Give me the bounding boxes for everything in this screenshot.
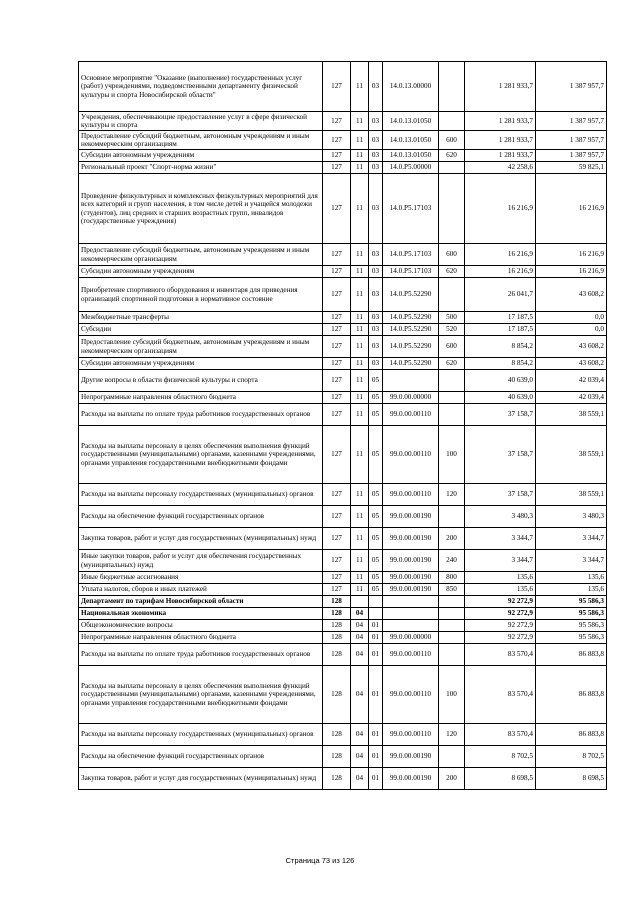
target-article-code: 14.0.P5.52290 bbox=[383, 278, 439, 312]
section-code: 11 bbox=[351, 370, 369, 392]
row-name: Региональный проект "Спорт-норма жизни" bbox=[79, 162, 323, 174]
expense-type-code: 500 bbox=[439, 312, 465, 324]
row-name: Непрограммные направления областного бюджета bbox=[79, 392, 323, 404]
ministry-code: 127 bbox=[323, 484, 351, 506]
target-article-code bbox=[383, 596, 439, 608]
section-code: 11 bbox=[351, 426, 369, 484]
ministry-code: 127 bbox=[323, 266, 351, 278]
expense-type-code: 600 bbox=[439, 131, 465, 150]
amount-year-2: 95 586,3 bbox=[536, 608, 607, 620]
expense-type-code bbox=[439, 506, 465, 528]
target-article-code bbox=[383, 370, 439, 392]
ministry-code: 127 bbox=[323, 324, 351, 336]
ministry-code: 127 bbox=[323, 312, 351, 324]
subsection-code: 03 bbox=[369, 112, 383, 131]
table-row bbox=[79, 484, 607, 506]
subsection-code: 03 bbox=[369, 131, 383, 150]
table-row bbox=[79, 131, 607, 150]
table-row bbox=[79, 426, 607, 484]
table-row bbox=[79, 644, 607, 666]
section-code: 04 bbox=[351, 724, 369, 746]
ministry-code: 127 bbox=[323, 506, 351, 528]
section-code: 04 bbox=[351, 746, 369, 768]
row-name: Субсидии bbox=[79, 324, 323, 336]
ministry-code: 127 bbox=[323, 62, 351, 112]
amount-year-1: 8 698,5 bbox=[465, 768, 536, 790]
target-article-code: 99.0.00.00190 bbox=[383, 506, 439, 528]
target-article-code bbox=[383, 608, 439, 620]
section-code: 11 bbox=[351, 278, 369, 312]
expense-type-code: 600 bbox=[439, 244, 465, 266]
table-row bbox=[79, 620, 607, 632]
row-name: Общеэкономические вопросы bbox=[79, 620, 323, 632]
amount-year-2: 8 698,5 bbox=[536, 768, 607, 790]
table-row bbox=[79, 174, 607, 244]
amount-year-1: 8 854,2 bbox=[465, 358, 536, 370]
section-code: 11 bbox=[351, 484, 369, 506]
amount-year-2: 86 883,8 bbox=[536, 724, 607, 746]
table-row bbox=[79, 724, 607, 746]
row-name: Приобретение спортивного оборудования и инвентаря для приведения организаций спортивной подготовки в нормативное состояние bbox=[79, 278, 323, 312]
ministry-code: 128 bbox=[323, 632, 351, 644]
target-article-code: 99.0.00.00190 bbox=[383, 768, 439, 790]
amount-year-2: 86 883,8 bbox=[536, 666, 607, 724]
row-name: Департамент по тарифам Новосибирской области bbox=[79, 596, 323, 608]
ministry-code: 127 bbox=[323, 162, 351, 174]
subsection-code: 05 bbox=[369, 484, 383, 506]
expense-type-code bbox=[439, 632, 465, 644]
amount-year-1: 16 216,9 bbox=[465, 244, 536, 266]
row-name: Расходы на выплаты персоналу государственных (муниципальных) органов bbox=[79, 724, 323, 746]
amount-year-2: 43 608,2 bbox=[536, 358, 607, 370]
row-name: Расходы на выплаты персоналу в целях обеспечения выполнения функций государственными (муниципальными) органами, казенными учреждениями, органами управления государственными внебюджетными фондами bbox=[79, 426, 323, 484]
section-code: 11 bbox=[351, 506, 369, 528]
table-row bbox=[79, 596, 607, 608]
amount-year-1: 42 258,6 bbox=[465, 162, 536, 174]
target-article-code: 99.0.00.00190 bbox=[383, 572, 439, 584]
expense-type-code bbox=[439, 370, 465, 392]
section-code: 11 bbox=[351, 162, 369, 174]
section-code: 11 bbox=[351, 312, 369, 324]
amount-year-2: 95 586,3 bbox=[536, 596, 607, 608]
target-article-code: 99.0.00.00000 bbox=[383, 392, 439, 404]
expense-type-code bbox=[439, 596, 465, 608]
amount-year-1: 135,6 bbox=[465, 572, 536, 584]
row-name: Основное мероприятие "Оказание (выполнение) государственных услуг (работ) учреждениями, подведомственными департаменту физической культуры и спорта Новосибирской области" bbox=[79, 62, 323, 112]
subsection-code: 03 bbox=[369, 266, 383, 278]
expense-type-code bbox=[439, 112, 465, 131]
row-name: Проведение физкультурных и комплексных физкультурных мероприятий для всех категорий и групп населения, в том числе детей и учащейся молодежи (студентов), лиц средних и старших возрастных групп, инвалидов (государственные учреждения) bbox=[79, 174, 323, 244]
amount-year-2: 0,0 bbox=[536, 312, 607, 324]
amount-year-2: 16 216,9 bbox=[536, 174, 607, 244]
expense-type-code bbox=[439, 404, 465, 426]
target-article-code: 99.0.00.00110 bbox=[383, 484, 439, 506]
section-code: 11 bbox=[351, 174, 369, 244]
section-code: 11 bbox=[351, 572, 369, 584]
subsection-code: 01 bbox=[369, 724, 383, 746]
expense-type-code: 620 bbox=[439, 266, 465, 278]
target-article-code: 14.0.13.00000 bbox=[383, 62, 439, 112]
expense-type-code bbox=[439, 746, 465, 768]
row-name: Субсидии автономным учреждениям bbox=[79, 150, 323, 162]
amount-year-1: 1 281 933,7 bbox=[465, 150, 536, 162]
amount-year-2: 42 039,4 bbox=[536, 370, 607, 392]
amount-year-2: 38 559,1 bbox=[536, 404, 607, 426]
amount-year-1: 8 702,5 bbox=[465, 746, 536, 768]
expense-type-code: 520 bbox=[439, 324, 465, 336]
row-name: Другие вопросы в области физической культуры и спорта bbox=[79, 370, 323, 392]
target-article-code: 14.0.P5.17103 bbox=[383, 174, 439, 244]
target-article-code: 14.0.P5.17103 bbox=[383, 266, 439, 278]
amount-year-2: 42 039,4 bbox=[536, 392, 607, 404]
ministry-code: 128 bbox=[323, 644, 351, 666]
amount-year-1: 37 158,7 bbox=[465, 404, 536, 426]
amount-year-1: 83 570,4 bbox=[465, 644, 536, 666]
table-row bbox=[79, 244, 607, 266]
amount-year-2: 8 702,5 bbox=[536, 746, 607, 768]
row-name: Расходы на выплаты персоналу в целях обеспечения выполнения функций государственными (муниципальными) органами, казенными учреждениями, органами управления государственными внебюджетными фондами bbox=[79, 666, 323, 724]
ministry-code: 127 bbox=[323, 392, 351, 404]
ministry-code: 128 bbox=[323, 608, 351, 620]
amount-year-1: 40 639,0 bbox=[465, 392, 536, 404]
section-code: 11 bbox=[351, 550, 369, 572]
expense-type-code bbox=[439, 62, 465, 112]
ministry-code: 127 bbox=[323, 528, 351, 550]
section-code: 11 bbox=[351, 112, 369, 131]
expense-type-code: 800 bbox=[439, 572, 465, 584]
row-name: Уплата налогов, сборов и иных платежей bbox=[79, 584, 323, 596]
budget-table bbox=[78, 61, 607, 790]
row-name: Предоставление субсидий бюджетным, автономным учреждениям и иным некоммерческим организациям bbox=[79, 131, 323, 150]
ministry-code: 127 bbox=[323, 404, 351, 426]
expense-type-code bbox=[439, 620, 465, 632]
subsection-code: 03 bbox=[369, 312, 383, 324]
table-row bbox=[79, 550, 607, 572]
amount-year-2: 16 216,9 bbox=[536, 266, 607, 278]
row-name: Расходы на выплаты по оплате труда работников государственных органов bbox=[79, 644, 323, 666]
table-row bbox=[79, 312, 607, 324]
subsection-code bbox=[369, 596, 383, 608]
section-code: 11 bbox=[351, 358, 369, 370]
amount-year-1: 40 639,0 bbox=[465, 370, 536, 392]
expense-type-code: 600 bbox=[439, 336, 465, 358]
amount-year-2: 43 608,2 bbox=[536, 336, 607, 358]
table-row bbox=[79, 404, 607, 426]
table-row bbox=[79, 506, 607, 528]
subsection-code: 01 bbox=[369, 666, 383, 724]
target-article-code: 99.0.00.00190 bbox=[383, 584, 439, 596]
row-name: Расходы на обеспечение функций государственных органов bbox=[79, 506, 323, 528]
ministry-code: 128 bbox=[323, 666, 351, 724]
amount-year-2: 1 387 957,7 bbox=[536, 112, 607, 131]
row-name: Предоставление субсидий бюджетным, автономным учреждениям и иным некоммерческим организациям bbox=[79, 336, 323, 358]
ministry-code: 127 bbox=[323, 150, 351, 162]
table-row bbox=[79, 150, 607, 162]
table-row bbox=[79, 572, 607, 584]
expense-type-code bbox=[439, 278, 465, 312]
subsection-code: 03 bbox=[369, 162, 383, 174]
table-row bbox=[79, 528, 607, 550]
row-name: Закупка товаров, работ и услуг для государственных (муниципальных) нужд bbox=[79, 768, 323, 790]
section-code: 11 bbox=[351, 150, 369, 162]
section-code: 04 bbox=[351, 768, 369, 790]
expense-type-code bbox=[439, 608, 465, 620]
amount-year-1: 1 281 933,7 bbox=[465, 62, 536, 112]
amount-year-2: 3 480,3 bbox=[536, 506, 607, 528]
row-name: Расходы на обеспечение функций государственных органов bbox=[79, 746, 323, 768]
section-code: 11 bbox=[351, 244, 369, 266]
amount-year-1: 3 480,3 bbox=[465, 506, 536, 528]
amount-year-1: 92 272,9 bbox=[465, 632, 536, 644]
amount-year-2: 1 387 957,7 bbox=[536, 62, 607, 112]
target-article-code: 14.0.P5.52290 bbox=[383, 336, 439, 358]
amount-year-1: 1 281 933,7 bbox=[465, 131, 536, 150]
subsection-code: 05 bbox=[369, 506, 383, 528]
table-row bbox=[79, 278, 607, 312]
amount-year-1: 37 158,7 bbox=[465, 484, 536, 506]
subsection-code: 03 bbox=[369, 62, 383, 112]
expense-type-code: 100 bbox=[439, 666, 465, 724]
target-article-code: 14.0.P5.52290 bbox=[383, 358, 439, 370]
row-name: Иные закупки товаров, работ и услуг для обеспечения государственных (муниципальных) нужд bbox=[79, 550, 323, 572]
row-name: Иные бюджетные ассигнования bbox=[79, 572, 323, 584]
amount-year-2: 3 344,7 bbox=[536, 550, 607, 572]
section-code: 11 bbox=[351, 528, 369, 550]
target-article-code: 14.0.13.01050 bbox=[383, 112, 439, 131]
table-row bbox=[79, 768, 607, 790]
amount-year-2: 135,6 bbox=[536, 584, 607, 596]
row-name: Расходы на выплаты по оплате труда работников государственных органов bbox=[79, 404, 323, 426]
section-code: 04 bbox=[351, 632, 369, 644]
amount-year-2: 0,0 bbox=[536, 324, 607, 336]
subsection-code: 01 bbox=[369, 620, 383, 632]
ministry-code: 128 bbox=[323, 620, 351, 632]
subsection-code: 03 bbox=[369, 336, 383, 358]
amount-year-2: 86 883,8 bbox=[536, 644, 607, 666]
target-article-code: 14.0.P5.17103 bbox=[383, 244, 439, 266]
subsection-code: 01 bbox=[369, 768, 383, 790]
subsection-code: 05 bbox=[369, 550, 383, 572]
section-code: 11 bbox=[351, 131, 369, 150]
amount-year-1: 17 187,5 bbox=[465, 324, 536, 336]
subsection-code: 05 bbox=[369, 426, 383, 484]
expense-type-code: 200 bbox=[439, 768, 465, 790]
target-article-code: 99.0.00.00190 bbox=[383, 550, 439, 572]
amount-year-2: 38 559,1 bbox=[536, 484, 607, 506]
section-code: 04 bbox=[351, 608, 369, 620]
subsection-code: 05 bbox=[369, 404, 383, 426]
table-row bbox=[79, 112, 607, 131]
subsection-code bbox=[369, 608, 383, 620]
ministry-code: 127 bbox=[323, 370, 351, 392]
ministry-code: 127 bbox=[323, 112, 351, 131]
subsection-code: 05 bbox=[369, 584, 383, 596]
section-code: 11 bbox=[351, 336, 369, 358]
amount-year-2: 16 216,9 bbox=[536, 244, 607, 266]
amount-year-1: 16 216,9 bbox=[465, 174, 536, 244]
target-article-code: 99.0.00.00110 bbox=[383, 644, 439, 666]
table-row bbox=[79, 324, 607, 336]
section-code: 11 bbox=[351, 62, 369, 112]
ministry-code: 127 bbox=[323, 572, 351, 584]
target-article-code: 99.0.00.00000 bbox=[383, 632, 439, 644]
subsection-code: 05 bbox=[369, 572, 383, 584]
table-row bbox=[79, 632, 607, 644]
table-row bbox=[79, 358, 607, 370]
section-code: 11 bbox=[351, 324, 369, 336]
target-article-code: 99.0.00.00110 bbox=[383, 666, 439, 724]
ministry-code: 127 bbox=[323, 358, 351, 370]
target-article-code: 99.0.00.00110 bbox=[383, 724, 439, 746]
expense-type-code: 120 bbox=[439, 484, 465, 506]
subsection-code: 01 bbox=[369, 632, 383, 644]
subsection-code: 03 bbox=[369, 150, 383, 162]
ministry-code: 127 bbox=[323, 550, 351, 572]
target-article-code: 99.0.00.00190 bbox=[383, 746, 439, 768]
target-article-code: 99.0.00.00110 bbox=[383, 426, 439, 484]
table-row bbox=[79, 370, 607, 392]
expense-type-code bbox=[439, 162, 465, 174]
table-row bbox=[79, 62, 607, 112]
row-name: Субсидии автономным учреждениям bbox=[79, 266, 323, 278]
amount-year-1: 135,6 bbox=[465, 584, 536, 596]
amount-year-2: 135,6 bbox=[536, 572, 607, 584]
ministry-code: 127 bbox=[323, 244, 351, 266]
amount-year-1: 3 344,7 bbox=[465, 528, 536, 550]
subsection-code: 03 bbox=[369, 358, 383, 370]
expense-type-code bbox=[439, 644, 465, 666]
subsection-code: 03 bbox=[369, 174, 383, 244]
subsection-code: 05 bbox=[369, 392, 383, 404]
target-article-code: 14.0.P5.52290 bbox=[383, 312, 439, 324]
expense-type-code: 240 bbox=[439, 550, 465, 572]
amount-year-1: 92 272,9 bbox=[465, 620, 536, 632]
amount-year-1: 83 570,4 bbox=[465, 666, 536, 724]
section-code: 04 bbox=[351, 620, 369, 632]
section-code: 11 bbox=[351, 584, 369, 596]
table-row bbox=[79, 336, 607, 358]
amount-year-1: 37 158,7 bbox=[465, 426, 536, 484]
table-row bbox=[79, 746, 607, 768]
amount-year-2: 95 586,3 bbox=[536, 620, 607, 632]
ministry-code: 127 bbox=[323, 174, 351, 244]
target-article-code: 99.0.00.00190 bbox=[383, 528, 439, 550]
target-article-code: 99.0.00.00110 bbox=[383, 404, 439, 426]
subsection-code: 05 bbox=[369, 370, 383, 392]
ministry-code: 127 bbox=[323, 584, 351, 596]
table-row bbox=[79, 162, 607, 174]
amount-year-1: 1 281 933,7 bbox=[465, 112, 536, 131]
subsection-code: 03 bbox=[369, 324, 383, 336]
row-name: Субсидии автономным учреждениям bbox=[79, 358, 323, 370]
table-row bbox=[79, 266, 607, 278]
table-row bbox=[79, 392, 607, 404]
target-article-code: 14.0.13.01050 bbox=[383, 131, 439, 150]
section-code: 04 bbox=[351, 644, 369, 666]
subsection-code: 01 bbox=[369, 746, 383, 768]
amount-year-2: 1 387 957,7 bbox=[536, 131, 607, 150]
table-row bbox=[79, 608, 607, 620]
subsection-code: 01 bbox=[369, 644, 383, 666]
expense-type-code: 200 bbox=[439, 528, 465, 550]
subsection-code: 03 bbox=[369, 244, 383, 266]
amount-year-1: 8 854,2 bbox=[465, 336, 536, 358]
table-row bbox=[79, 584, 607, 596]
amount-year-1: 92 272,9 bbox=[465, 608, 536, 620]
target-article-code: 14.0.P5.00000 bbox=[383, 162, 439, 174]
amount-year-2: 38 559,1 bbox=[536, 426, 607, 484]
amount-year-2: 95 586,3 bbox=[536, 632, 607, 644]
row-name: Расходы на выплаты персоналу государственных (муниципальных) органов bbox=[79, 484, 323, 506]
row-name: Национальная экономика bbox=[79, 608, 323, 620]
amount-year-2: 43 608,2 bbox=[536, 278, 607, 312]
expense-type-code: 620 bbox=[439, 358, 465, 370]
amount-year-2: 3 344,7 bbox=[536, 528, 607, 550]
table-row bbox=[79, 666, 607, 724]
amount-year-1: 17 187,5 bbox=[465, 312, 536, 324]
section-code: 11 bbox=[351, 404, 369, 426]
amount-year-2: 59 825,1 bbox=[536, 162, 607, 174]
ministry-code: 128 bbox=[323, 768, 351, 790]
table-body bbox=[79, 62, 607, 790]
section-code: 11 bbox=[351, 266, 369, 278]
subsection-code: 03 bbox=[369, 278, 383, 312]
ministry-code: 127 bbox=[323, 426, 351, 484]
expense-type-code: 120 bbox=[439, 724, 465, 746]
row-name: Межбюджетные трансферты bbox=[79, 312, 323, 324]
row-name: Непрограммные направления областного бюджета bbox=[79, 632, 323, 644]
row-name: Предоставление субсидий бюджетным, автономным учреждениям и иным некоммерческим организациям bbox=[79, 244, 323, 266]
target-article-code: 14.0.13.01050 bbox=[383, 150, 439, 162]
section-code: 11 bbox=[351, 392, 369, 404]
row-name: Закупка товаров, работ и услуг для государственных (муниципальных) нужд bbox=[79, 528, 323, 550]
ministry-code: 128 bbox=[323, 724, 351, 746]
expense-type-code: 620 bbox=[439, 150, 465, 162]
amount-year-1: 3 344,7 bbox=[465, 550, 536, 572]
ministry-code: 128 bbox=[323, 746, 351, 768]
target-article-code: 14.0.P5.52290 bbox=[383, 324, 439, 336]
expense-type-code bbox=[439, 392, 465, 404]
page-number: Страница 73 из 126 bbox=[285, 856, 355, 865]
amount-year-1: 16 216,9 bbox=[465, 266, 536, 278]
expense-type-code: 850 bbox=[439, 584, 465, 596]
amount-year-1: 26 041,7 bbox=[465, 278, 536, 312]
amount-year-1: 83 570,4 bbox=[465, 724, 536, 746]
ministry-code: 127 bbox=[323, 278, 351, 312]
subsection-code: 05 bbox=[369, 528, 383, 550]
expense-type-code: 100 bbox=[439, 426, 465, 484]
amount-year-2: 1 387 957,7 bbox=[536, 150, 607, 162]
expense-type-code bbox=[439, 174, 465, 244]
section-code: 04 bbox=[351, 666, 369, 724]
row-name: Учреждения, обеспечивающие предоставление услуг в сфере физической культуры и спорта bbox=[79, 112, 323, 131]
ministry-code: 127 bbox=[323, 336, 351, 358]
ministry-code: 127 bbox=[323, 131, 351, 150]
section-code bbox=[351, 596, 369, 608]
target-article-code bbox=[383, 620, 439, 632]
amount-year-1: 92 272,9 bbox=[465, 596, 536, 608]
ministry-code: 128 bbox=[323, 596, 351, 608]
